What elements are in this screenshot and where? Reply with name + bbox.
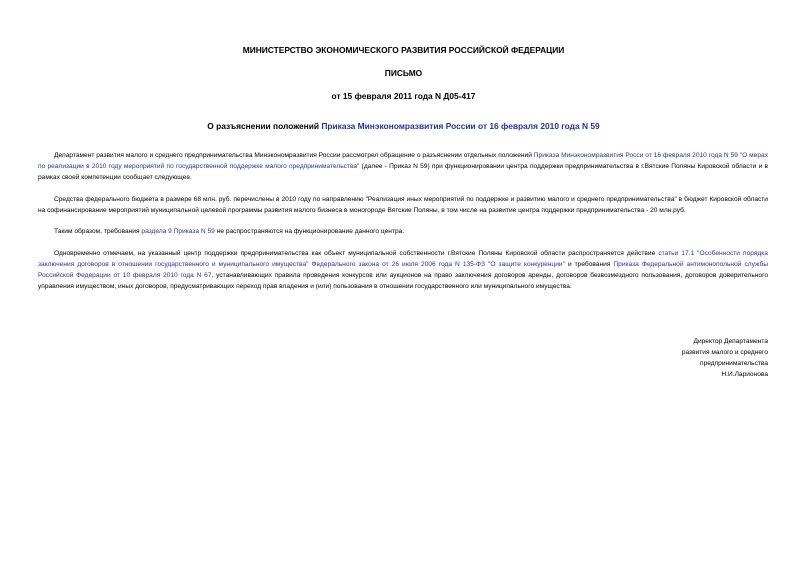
paragraph-4-text-c: , устанавливающих правила проведения конкурсов или аукционов на право заключения договоров аренды, договоров безвозмездного пользования, договоров доверительного управления имуществом, иных договоров, предусматривающих переход прав владения и (или) пользования в отношении государственного или муниципального имущества. (38, 271, 769, 290)
paragraph-2-text: Средства федерального бюджета в размере 68 млн. руб. перечислены в 2010 году по направлению "Реализация иных мероприятий по поддержке и развитию малого и среднего предпринимательства" в бюджет Кировской области на софинансирование мероприятий муниципальной целевой программы развития малого бизнеса в моногороде Вятские Поляны, в том числе на развитие центра поддержки предпринимательства - 20 млн.руб. (38, 195, 768, 214)
order-59-link[interactable]: Приказа Минэкономразвития Росси от 16 февраля 2010 года N 59 "О мерах по реализации в 2010 году мероприятий по государственной поддержке малого предпринимательства" (38, 152, 768, 170)
date-number-heading: от 15 февраля 2011 года N Д05-417 (331, 91, 476, 101)
document-type-heading: ПИСЬМО (384, 68, 423, 78)
paragraph-4-text-b: и требования (564, 261, 614, 269)
signature-name: Н.И.Ларионова (721, 370, 768, 378)
paragraph-1-text-a: Департамент развития малого и среднего предпринимательства Минэкономразвития России рассмотрел обращение о разъяснении отдельных положений (54, 152, 534, 159)
paragraph-4-text-a: Одновременно отмечаем, на указанный центр поддержки предпринимательства как объект муниципальной собственности г.Вятские Поляны Кировской области распространяется действие (54, 250, 659, 258)
paragraph-2 (38, 195, 768, 217)
paragraph-3 (38, 227, 768, 238)
ministry-heading: МИНИСТЕРСТВО ЭКОНОМИЧЕСКОГО РАЗВИТИЯ РОССИЙСКОЙ ФЕДЕРАЦИИ (242, 45, 565, 55)
paragraph-3-text-b: не распространяются на функционирование данного центра. (214, 228, 405, 236)
paragraph-4 (38, 249, 768, 293)
document-title (0, 121, 807, 131)
signature-line-1: Директор Департамента (693, 338, 768, 345)
title-prefix: О разъяснении положений (207, 121, 322, 131)
paragraph-3-text-a: Таким образом, требования (54, 228, 142, 236)
title-order-link[interactable]: Приказа Минэкономразвития России от 16 февраля 2010 года N 59 (321, 121, 600, 131)
letter-body (38, 151, 768, 304)
signature-line-3: предпринимательства (700, 359, 768, 367)
paragraph-1 (38, 151, 768, 184)
article-17-1-link[interactable]: статьи 17.1 "Особенности порядка заключения договоров в отношении государственного и муниципального имущества" Федерального закона от 26 июля 2006 года N 135-ФЗ "О защите конкуренции" (38, 250, 768, 269)
fas-order-67-link[interactable]: Приказа Федеральной антимонопольной службы Российской Федерации от 10 февраля 2010 года N 67 (38, 261, 768, 279)
paragraph-1-text-b: (далее - Приказ N 59) при функционировании центра поддержки предпринимательства в г.Вятские Поляны Кировской области и в рамках своей компетенции сообщает следующее. (38, 162, 768, 181)
section-9-link[interactable]: раздела 9 Приказа N 59 (141, 228, 215, 236)
signature-line-2: развития малого и среднего (681, 348, 768, 356)
signature-block (682, 337, 768, 381)
